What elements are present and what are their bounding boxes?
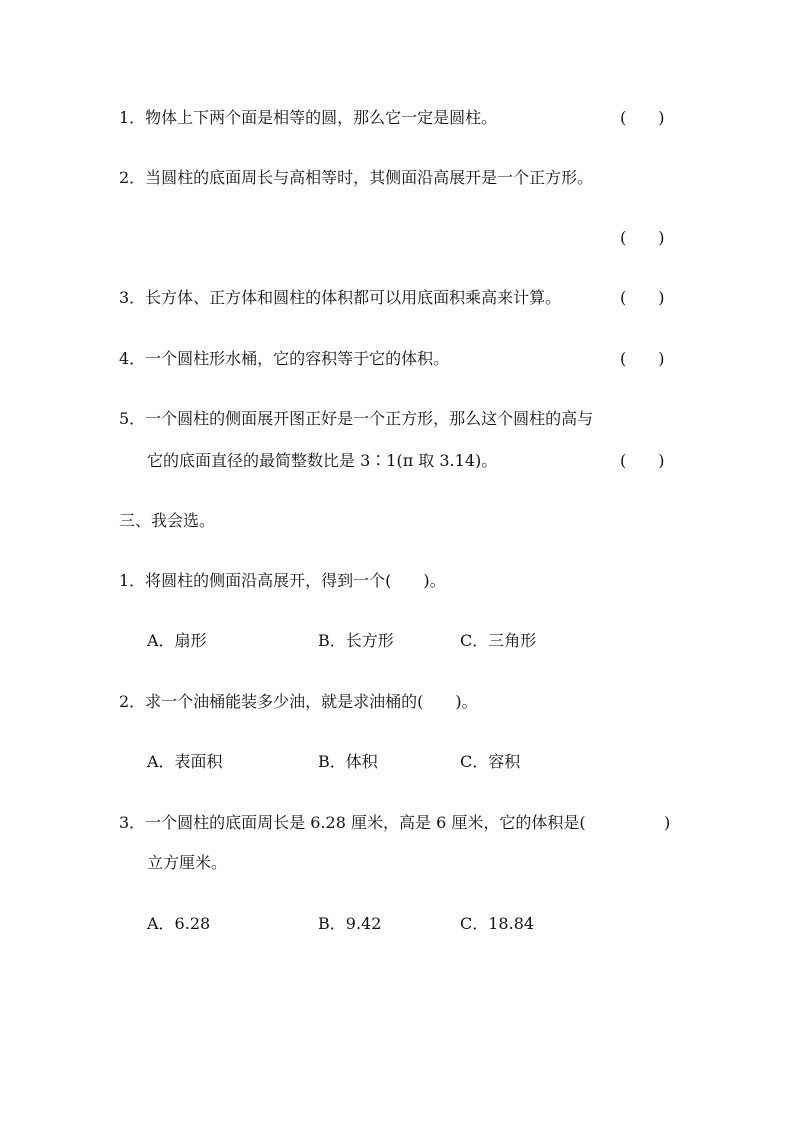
- tf-answer-blank-5[interactable]: ( ): [620, 451, 665, 470]
- mc-question-1: 1．将圆柱的侧面沿高展开，得到一个( )。: [119, 571, 446, 590]
- mc-3-paren-close[interactable]: ): [664, 813, 671, 832]
- tf-answer-blank-1[interactable]: ( ): [620, 108, 665, 127]
- tf-question-1: 1．物体上下两个面是相等的圆，那么它一定是圆柱。: [119, 108, 498, 127]
- tf-question-5-line1: 5．一个圆柱的侧面展开图正好是一个正方形，那么这个圆柱的高与: [119, 409, 594, 428]
- tf-question-4: 4．一个圆柱形水桶，它的容积等于它的体积。: [119, 349, 450, 368]
- tf-answer-blank-3[interactable]: ( ): [620, 288, 665, 307]
- section-heading: 三、我会选。: [119, 511, 216, 530]
- mc-1-option-a[interactable]: A．扇形: [147, 631, 207, 650]
- mc-question-3: 3．一个圆柱的底面周长是 6.28 厘米，高是 6 厘米，它的体积是(: [119, 813, 586, 832]
- mc-2-option-b[interactable]: B．体积: [318, 752, 378, 771]
- mc-2-option-a[interactable]: A．表面积: [147, 752, 223, 771]
- mc-3-option-b[interactable]: B．9.42: [318, 914, 382, 933]
- mc-3-option-a[interactable]: A．6.28: [147, 914, 211, 933]
- mc-2-option-c[interactable]: C．容积: [460, 752, 521, 771]
- tf-question-3: 3．长方体、正方体和圆柱的体积都可以用底面积乘高来计算。: [119, 288, 562, 307]
- tf-answer-blank-2[interactable]: ( ): [620, 228, 665, 247]
- mc-1-option-b[interactable]: B．长方形: [318, 631, 394, 650]
- mc-question-3-line2: 立方厘米。: [147, 853, 228, 872]
- mc-question-2: 2．求一个油桶能装多少油，就是求油桶的( )。: [119, 692, 478, 711]
- tf-answer-blank-4[interactable]: ( ): [620, 349, 665, 368]
- tf-question-2: 2．当圆柱的底面周长与高相等时，其侧面沿高展开是一个正方形。: [119, 168, 594, 187]
- mc-3-option-c[interactable]: C．18.84: [460, 914, 535, 933]
- mc-1-option-c[interactable]: C．三角形: [460, 631, 537, 650]
- tf-question-5-line2: 它的底面直径的最简整数比是 3∶1(π 取 3.14)。: [147, 451, 498, 470]
